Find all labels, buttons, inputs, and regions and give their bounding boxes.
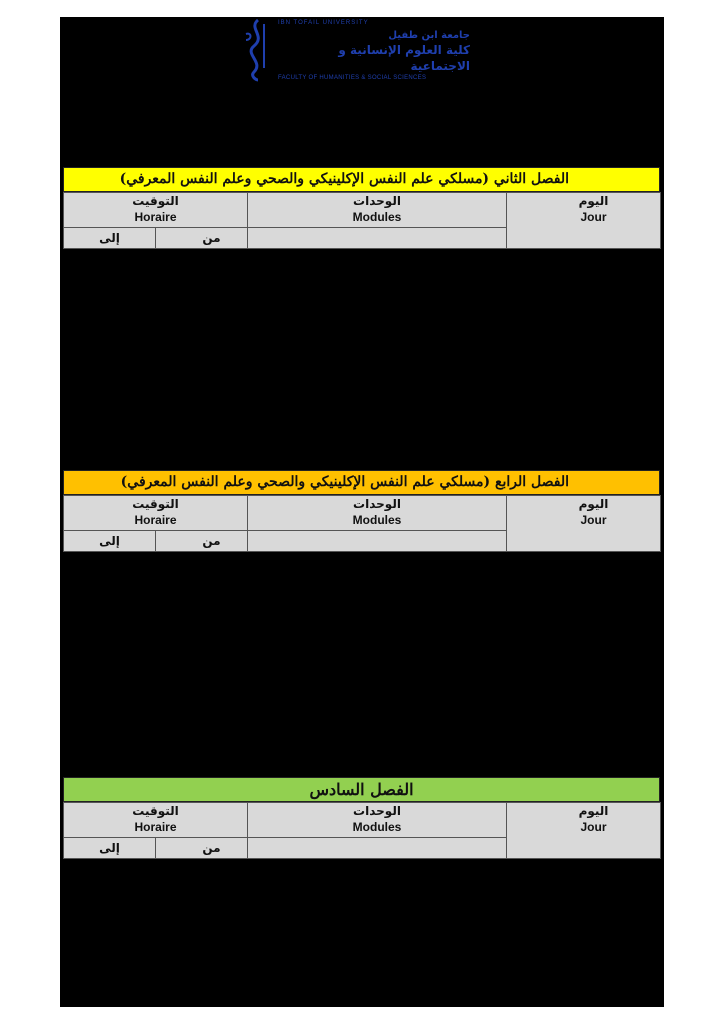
university-name-latin: IBN TOFAIL UNIVERSITY — [278, 20, 369, 26]
from-header: من — [156, 531, 248, 552]
from-header: من — [156, 838, 248, 859]
time-header: التوقيت Horaire — [64, 496, 248, 531]
semester-block-6 — [63, 777, 660, 859]
day-header: اليوم Jour — [507, 193, 661, 249]
from-header: من — [156, 228, 248, 249]
university-emblem-icon — [240, 18, 274, 82]
semester-title: الفصل الرابع (مسلكي علم النفس الإكلينيكي والصحي وعلم النفس المعرفي) — [63, 470, 660, 495]
day-header: اليوم Jour — [507, 496, 661, 552]
semester-title: الفصل السادس — [63, 777, 660, 802]
modules-header: الوحدات Modules — [248, 193, 507, 228]
semester-block-4 — [63, 470, 660, 552]
to-header: إلى — [64, 838, 156, 859]
schedule-table — [63, 495, 661, 552]
semester-block-2 — [63, 167, 660, 249]
to-header: إلى — [64, 531, 156, 552]
faculty-name-en: FACULTY OF HUMANITIES & SOCIAL SCIENCES — [278, 75, 427, 81]
modules-sub-cell — [248, 228, 507, 249]
to-header: إلى — [64, 228, 156, 249]
time-header: التوقيت Horaire — [64, 193, 248, 228]
modules-sub-cell — [248, 531, 507, 552]
university-name-ar: جامعة ابن طفيل — [388, 30, 470, 41]
semester-title: الفصل الثاني (مسلكي علم النفس الإكلينيكي والصحي وعلم النفس المعرفي) — [63, 167, 660, 192]
schedule-table — [63, 802, 661, 859]
faculty-logo — [240, 18, 470, 84]
faculty-name-ar: كلية العلوم الإنسانية و الاجتماعية — [338, 43, 470, 73]
modules-sub-cell — [248, 838, 507, 859]
modules-header: الوحدات Modules — [248, 496, 507, 531]
time-header: التوقيت Horaire — [64, 803, 248, 838]
day-header: اليوم Jour — [507, 803, 661, 859]
modules-header: الوحدات Modules — [248, 803, 507, 838]
schedule-table — [63, 192, 661, 249]
